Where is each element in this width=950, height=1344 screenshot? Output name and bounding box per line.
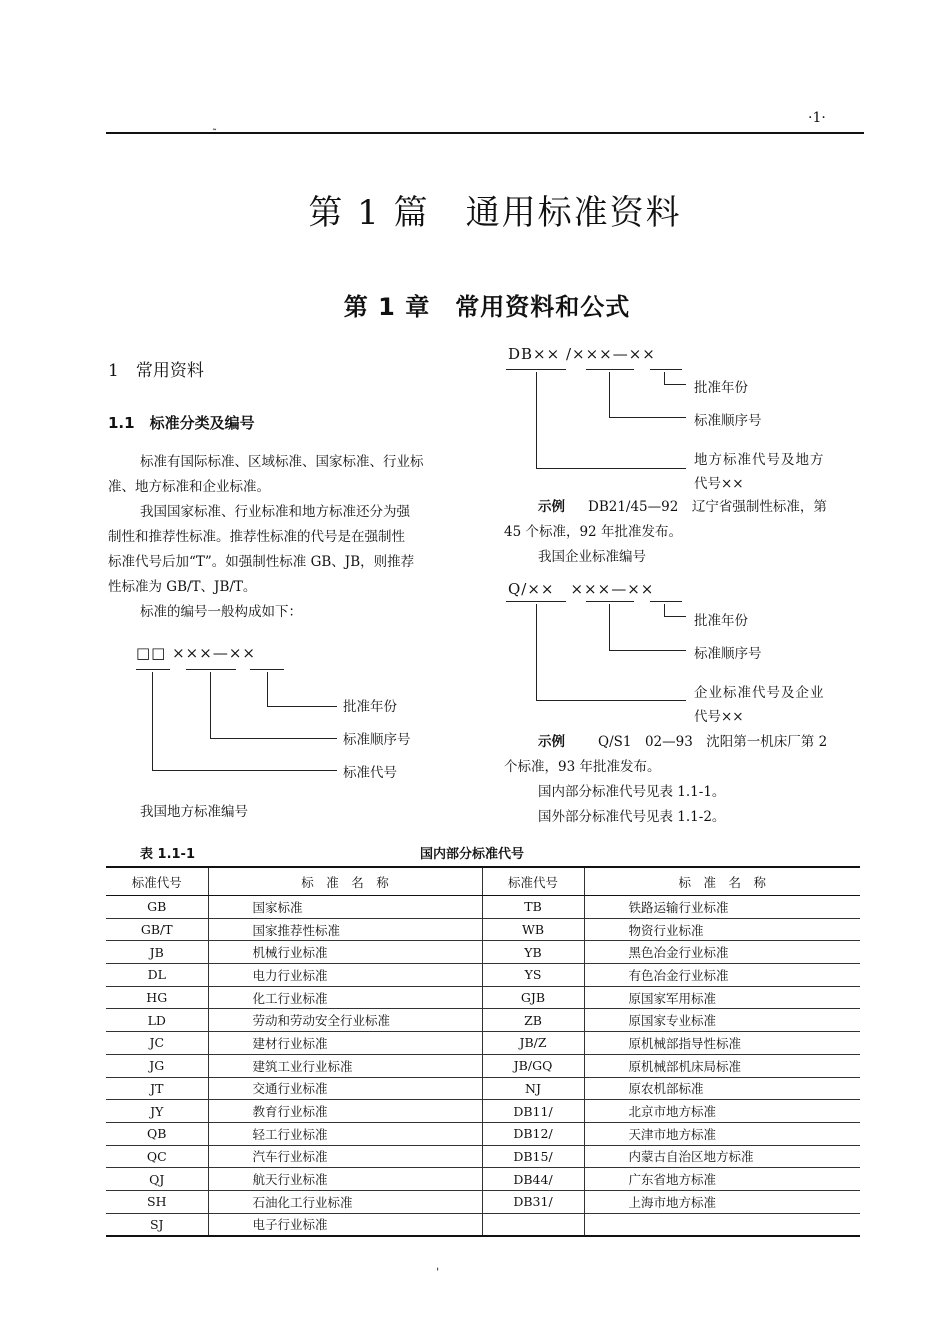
cell-code: JB/Z: [482, 1032, 584, 1055]
paragraph-line: 标准的编号一般构成如下：: [140, 604, 302, 620]
table-reference-2: 国外部分标准代号见表 1.1-2。: [538, 809, 726, 825]
cell-name: 原国家专业标准: [584, 1009, 860, 1032]
table-number: 表 1.1-1: [140, 847, 195, 862]
table-row: [106, 1213, 860, 1236]
table-row: [106, 1168, 860, 1191]
local-label-approval-year: 批准年份: [694, 380, 748, 396]
cell-name: 有色冶金行业标准: [584, 964, 860, 987]
cell-name: 原机械部指导性标准: [584, 1032, 860, 1055]
table-header-row: [106, 867, 860, 896]
cell-code: DB31/: [482, 1190, 584, 1213]
table-row: [106, 1122, 860, 1145]
cell-code: SJ: [106, 1213, 208, 1236]
enterprise-label-approval-year: 批准年份: [694, 613, 748, 629]
local-label-code-line2: 代号××: [694, 476, 744, 492]
part-title: 第 1 篇 通用标准资料: [308, 193, 682, 233]
table-row: [106, 986, 860, 1009]
paragraph-line: 制性和推荐性标准。推荐性标准的代号是在强制性: [108, 529, 405, 545]
enterprise-example-line1: Q/S1 02—93 沈阳第一机床厂第 2: [598, 734, 828, 750]
label-sequence-number: 标准顺序号: [343, 732, 411, 748]
general-code: □□ ×××—××: [136, 644, 256, 662]
table-row: [106, 1032, 860, 1055]
enterprise-example-line2: 个标准，93 年批准发布。: [504, 759, 661, 775]
cell-code: QC: [106, 1145, 208, 1168]
cell-code: DB11/: [482, 1100, 584, 1123]
cell-name: 教育行业标准: [208, 1100, 482, 1123]
cell-name: 劳动和劳动安全行业标准: [208, 1009, 482, 1032]
table-reference-1: 国内部分标准代号见表 1.1-1。: [538, 784, 726, 800]
cell-name: 电力行业标准: [208, 964, 482, 987]
standards-code-table: [106, 866, 860, 1237]
enterprise-code: Q/×× ×××—××: [508, 580, 655, 598]
cell-name: 电子行业标准: [208, 1213, 482, 1236]
section-heading: 1 常用资料: [108, 361, 204, 381]
cell-code: DB15/: [482, 1145, 584, 1168]
table-row: [106, 918, 860, 941]
cell-name: 内蒙古自治区地方标准: [584, 1145, 860, 1168]
table-row: [106, 1054, 860, 1077]
local-example-line2: 45 个标准，92 年批准发布。: [504, 524, 682, 540]
cell-code: GB: [106, 896, 208, 919]
cell-code: LD: [106, 1009, 208, 1032]
paragraph-line: 标准有国际标准、区域标准、国家标准、行业标: [140, 454, 424, 470]
header-rule: [106, 132, 864, 134]
cell-code: JC: [106, 1032, 208, 1055]
local-example-line1: DB21/45—92 辽宁省强制性标准，第: [588, 499, 827, 515]
label-standard-code: 标准代号: [343, 765, 397, 781]
cell-code: DB44/: [482, 1168, 584, 1191]
cell-name: 国家推荐性标准: [208, 918, 482, 941]
cell-name: 原国家军用标准: [584, 986, 860, 1009]
header-name: 标 准 名 称: [584, 867, 860, 896]
cell-code: HG: [106, 986, 208, 1009]
cell-name: 建材行业标准: [208, 1032, 482, 1055]
cell-name: 轻工行业标准: [208, 1122, 482, 1145]
cell-name: 铁路运输行业标准: [584, 896, 860, 919]
paragraph-line: 准、地方标准和企业标准。: [108, 479, 270, 495]
header-code: 标准代号: [106, 867, 208, 896]
cell-code: NJ: [482, 1077, 584, 1100]
local-example-label: 示例: [538, 499, 565, 515]
cell-code: [482, 1213, 584, 1236]
table-row: [106, 964, 860, 987]
paragraph-line: 标准代号后加“T”。如强制性标准 GB、JB，则推荐: [108, 554, 415, 570]
cell-name: 化工行业标准: [208, 986, 482, 1009]
cell-code: TB: [482, 896, 584, 919]
header-name: 标 准 名 称: [208, 867, 482, 896]
cell-code: YB: [482, 941, 584, 964]
cell-name: 广东省地方标准: [584, 1168, 860, 1191]
cell-code: SH: [106, 1190, 208, 1213]
page-number: ·1·: [808, 110, 826, 126]
local-standard-label: 我国地方标准编号: [140, 804, 248, 820]
cell-name: 原机械部机床局标准: [584, 1054, 860, 1077]
paragraph-line: 性标准为 GB/T、JB/T。: [108, 579, 257, 595]
paragraph-line: 我国国家标准、行业标准和地方标准还分为强: [140, 504, 410, 520]
cell-code: GB/T: [106, 918, 208, 941]
cell-code: QJ: [106, 1168, 208, 1191]
cell-code: DL: [106, 964, 208, 987]
cell-code: JY: [106, 1100, 208, 1123]
cell-code: ZB: [482, 1009, 584, 1032]
cell-code: JT: [106, 1077, 208, 1100]
cell-name: 航天行业标准: [208, 1168, 482, 1191]
cell-name: 石油化工行业标准: [208, 1190, 482, 1213]
cell-code: JB: [106, 941, 208, 964]
cell-name: [584, 1213, 860, 1236]
cell-code: QB: [106, 1122, 208, 1145]
label-approval-year: 批准年份: [343, 699, 397, 715]
cell-code: JB/GQ: [482, 1054, 584, 1077]
table-row: [106, 1145, 860, 1168]
cell-name: 原农机部标准: [584, 1077, 860, 1100]
table-row: [106, 1077, 860, 1100]
cell-name: 北京市地方标准: [584, 1100, 860, 1123]
enterprise-label-code-line1: 企业标准代号及企业: [694, 685, 825, 701]
cell-name: 交通行业标准: [208, 1077, 482, 1100]
cell-code: JG: [106, 1054, 208, 1077]
cell-name: 国家标准: [208, 896, 482, 919]
chapter-title: 第 1 章 常用资料和公式: [343, 293, 631, 321]
table-row: [106, 1009, 860, 1032]
cell-name: 物资行业标准: [584, 918, 860, 941]
cell-name: 天津市地方标准: [584, 1122, 860, 1145]
cell-name: 黑色冶金行业标准: [584, 941, 860, 964]
scan-mark: ˷: [212, 120, 217, 131]
local-code: DB×× /×××—××: [508, 345, 656, 363]
table-row: [106, 1100, 860, 1123]
enterprise-label-code-line2: 代号××: [694, 709, 744, 725]
cell-code: DB12/: [482, 1122, 584, 1145]
table-row: [106, 1190, 860, 1213]
local-label-sequence-number: 标准顺序号: [694, 413, 762, 429]
cell-name: 建筑工业行业标准: [208, 1054, 482, 1077]
enterprise-example-label: 示例: [538, 734, 565, 750]
table-caption: 国内部分标准代号: [420, 847, 525, 862]
table-body: [106, 896, 860, 1237]
cell-name: 汽车行业标准: [208, 1145, 482, 1168]
enterprise-label-sequence-number: 标准顺序号: [694, 646, 762, 662]
cell-code: WB: [482, 918, 584, 941]
cell-name: 上海市地方标准: [584, 1190, 860, 1213]
header-code: 标准代号: [482, 867, 584, 896]
cell-name: 机械行业标准: [208, 941, 482, 964]
table-row: [106, 941, 860, 964]
table-row: [106, 896, 860, 919]
scan-mark: ˌ: [436, 1258, 440, 1272]
cell-code: GJB: [482, 986, 584, 1009]
enterprise-standard-label: 我国企业标准编号: [538, 549, 646, 565]
subsection-heading: 1.1 标准分类及编号: [108, 414, 255, 432]
cell-code: YS: [482, 964, 584, 987]
local-label-code-line1: 地方标准代号及地方: [694, 452, 825, 468]
